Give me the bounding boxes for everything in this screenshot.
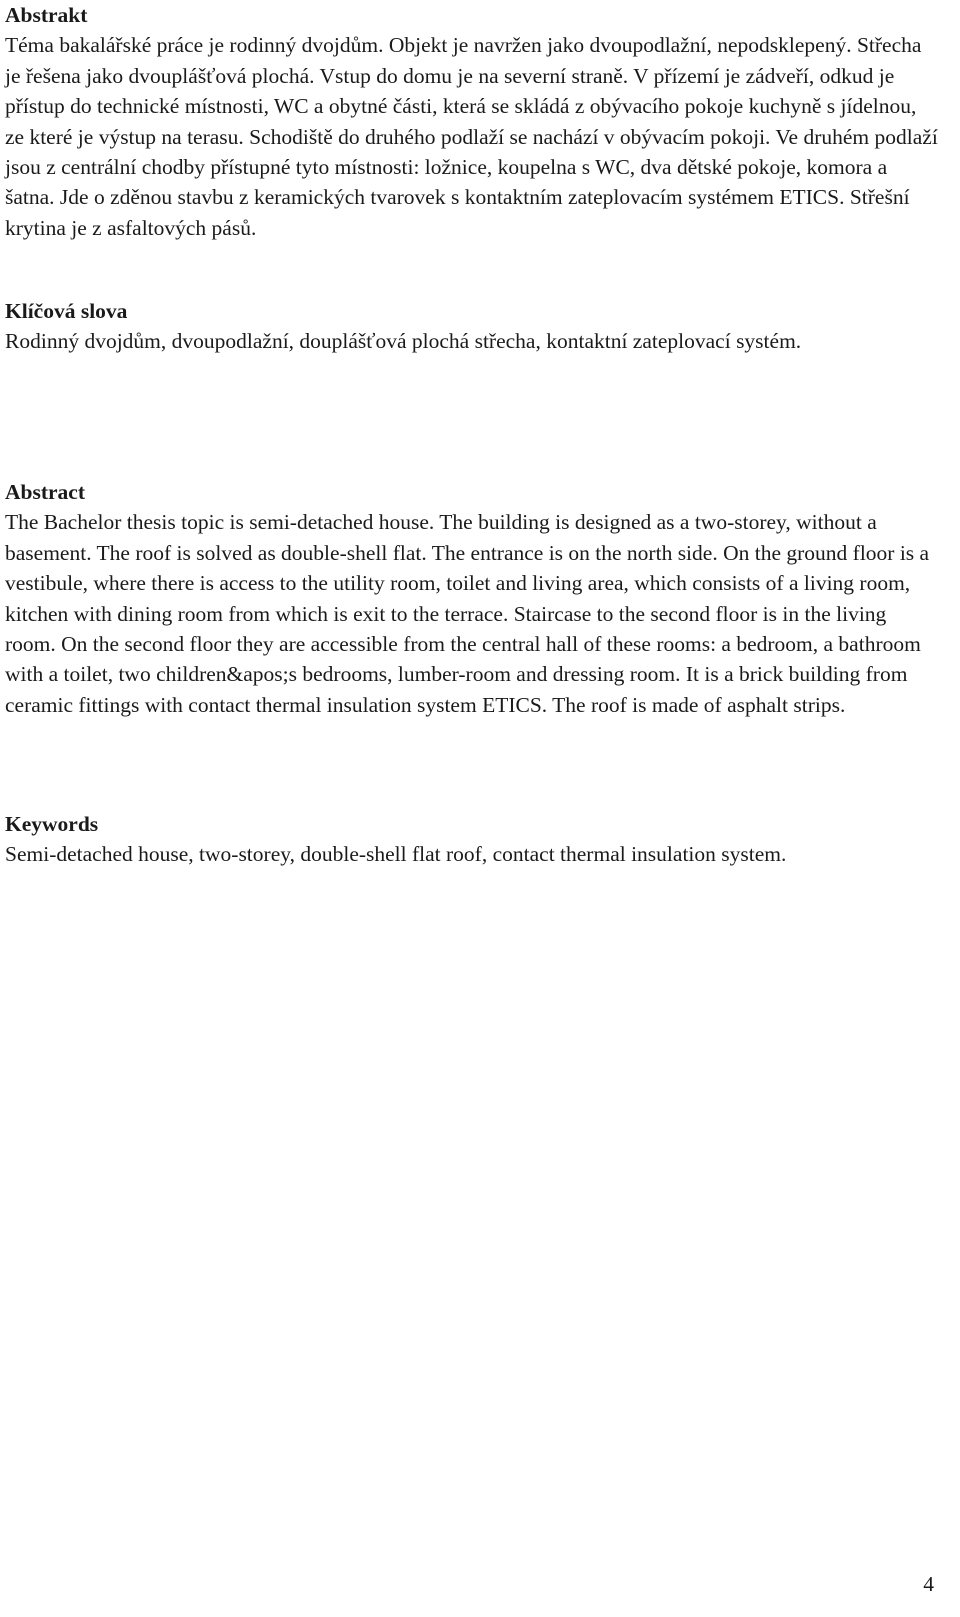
abstract-section bbox=[5, 477, 940, 720]
klicova-slova-heading: Klíčová slova bbox=[5, 299, 128, 323]
abstrakt-heading: Abstrakt bbox=[5, 3, 88, 27]
page-number: 4 bbox=[923, 1572, 934, 1596]
abstrakt-text: Téma bakalářské práce je rodinný dvojdům. Objekt je navržen jako dvoupodlažní, nepodsklepený. Střecha je řešena jako dvouplášťová plochá. Vstup do domu je na severní straně. V přízemí je zádveří, odkud je přístup do technické místnosti, WC a obytné části, která se skládá z obývacího pokoje kuchyně s jídelnou, ze které je výstup na terasu. Schodiště do druhého podlaží se nachází v obývacím pokoji. Ve druhém podlaží jsou z centrální chodby přístupné tyto místnosti: ložnice, koupelna s WC, dva dětské pokoje, komora a šatna. Jde o zděnou stavbu z keramických tvarovek s kontaktním zateplovacím systémem ETICS. Střešní krytina je z asfaltových pásů. bbox=[5, 33, 938, 240]
klicova-slova-section bbox=[5, 296, 940, 357]
keywords-section bbox=[5, 809, 940, 870]
abstrakt-section bbox=[5, 0, 940, 243]
abstract-text: The Bachelor thesis topic is semi-detached house. The building is designed as a two-storey, without a basement. The roof is solved as double-shell flat. The entrance is on the north side. On the ground floor is a vestibule, where there is access to the utility room, toilet and living area, which consists of a living room, kitchen with dining room from which is exit to the terrace. Staircase to the second floor is in the living room. On the second floor they are accessible from the central hall of these rooms: a bedroom, a bathroom with a toilet, two children&apos;s bedrooms, lumber-room and dressing room. It is a brick building from ceramic fittings with contact thermal insulation system ETICS. The roof is made of asphalt strips. bbox=[5, 510, 930, 717]
keywords-heading: Keywords bbox=[5, 812, 99, 836]
keywords-text: Semi-detached house, two-storey, double-shell flat roof, contact thermal insulation system. bbox=[5, 842, 787, 867]
abstract-heading: Abstract bbox=[5, 480, 86, 504]
klicova-slova-text: Rodinný dvojdům, dvoupodlažní, douplášťová plochá střecha, kontaktní zateplovací systém. bbox=[5, 329, 802, 354]
